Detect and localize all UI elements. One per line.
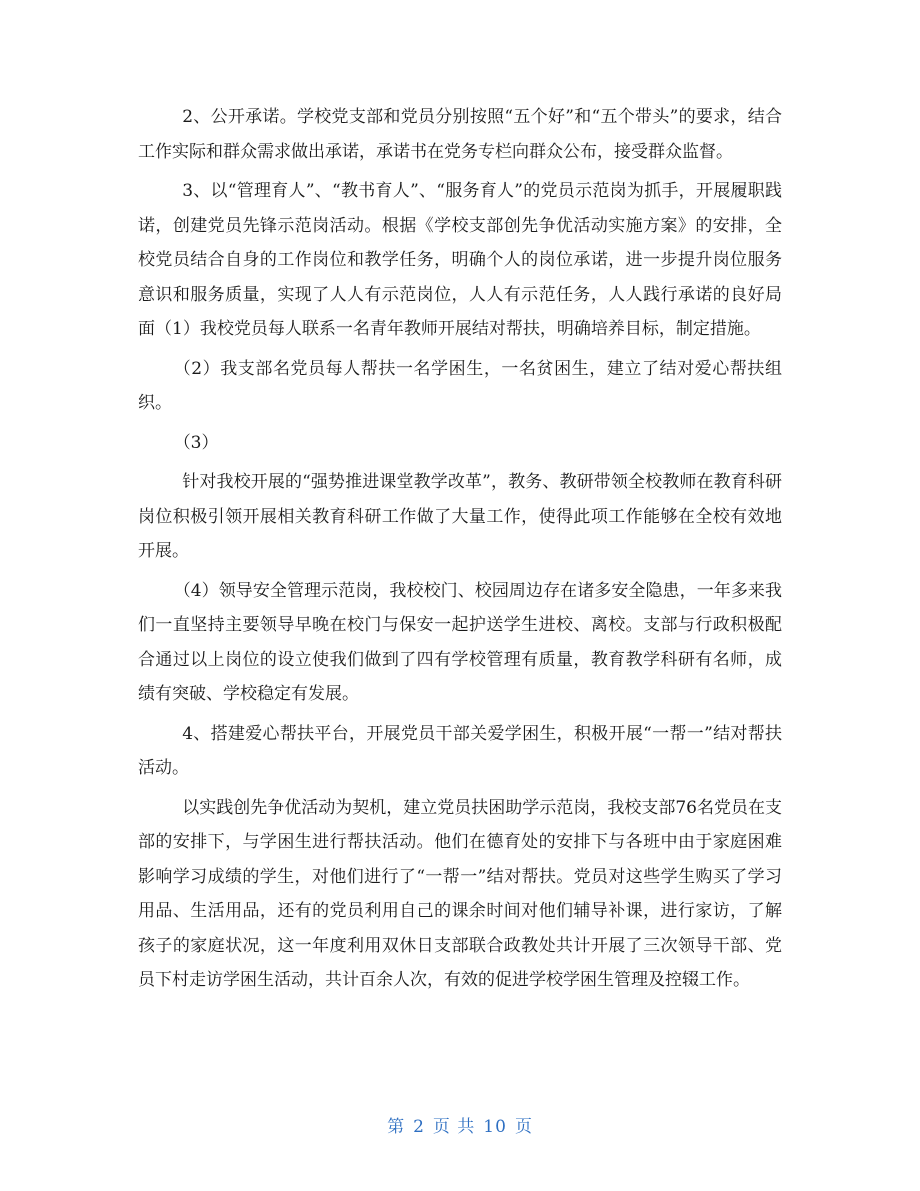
paragraph-public-commitment: 2、公开承诺。学校党支部和党员分别按照“五个好”和“五个带头”的要求，结合工作实际和群众需求做出承诺，承诺书在党务专栏向群众公布，接受群众监督。 (138, 107, 783, 162)
footer-suffix: 页 (514, 1117, 533, 1137)
page-footer (0, 1112, 920, 1137)
paragraph-care-platform: 4、搭建爱心帮扶平台，开展党员干部关爱学困生，积极开展“一帮一”结对帮扶活动。 (138, 723, 782, 778)
footer-prefix: 第 (387, 1117, 406, 1137)
paragraph-teaching-reform: 针对我校开展的“强势推进课堂教学改革”，教务、教研带领全校教师在教育科研岗位积极引领开展相关教育科研工作做了大量工作，使得此项工作能够在全校有效地开展。 (138, 472, 782, 561)
paragraph-assistance-activities: 以实践创先争优活动为契机，建立党员扶困助学示范岗，我校支部76名党员在支部的安排下，与学困生进行帮扶活动。他们在德育处的安排下与各班中由于家庭困难影响学习成绩的学生，对他们进行了“一帮一”结对帮扶。党员对这些学生购买了学习用品、生活用品，还有的党员利用自己的课余时间对他们辅导补课，进行家访，了解孩子的家庭状况，这一年度利用双休日支部联合政教处共计开展了三次领导干部、党员下村走访学困生活动，共计百余人次，有效的促进学校学困生管理及控辍工作。 (138, 797, 782, 990)
footer-middle: 页 共 (432, 1117, 476, 1137)
document-body (138, 100, 782, 1003)
paragraph-item-4: （4）领导安全管理示范岗，我校校门、校园周边存在诸多安全隐患，一年多来我们一直坚持主要领导早晚在校门与保安一起护送学生进校、离校。支部与行政积极配合通过以上岗位的设立使我们做到了四有学校管理有质量，教育教学科研有名师，成绩有突破、学校稳定有发展。 (138, 580, 782, 704)
paragraph-item-2: （2）我支部名党员每人帮扶一名学困生，一名贫困生，建立了结对爱心帮扶组织。 (138, 358, 782, 413)
footer-page-number: 2 (413, 1117, 425, 1137)
footer-total-pages: 10 (483, 1117, 507, 1137)
paragraph-item-3: （3） (173, 432, 219, 453)
paragraph-model-posts: 3、以“管理育人”、“教书育人”、“服务育人”的党员示范岗为抓手，开展履职践诺，创建党员先锋示范岗活动。根据《学校支部创先争优活动实施方案》的安排，全校党员结合自身的工作岗位和教学任务，明确个人的岗位承诺，进一步提升岗位服务意识和服务质量，实现了人人有示范岗位，人人有示范任务，人人践行承诺的良好局面（1）我校党员每人联系一名青年教师开展结对帮扶，明确培养目标，制定措施。 (138, 181, 782, 339)
